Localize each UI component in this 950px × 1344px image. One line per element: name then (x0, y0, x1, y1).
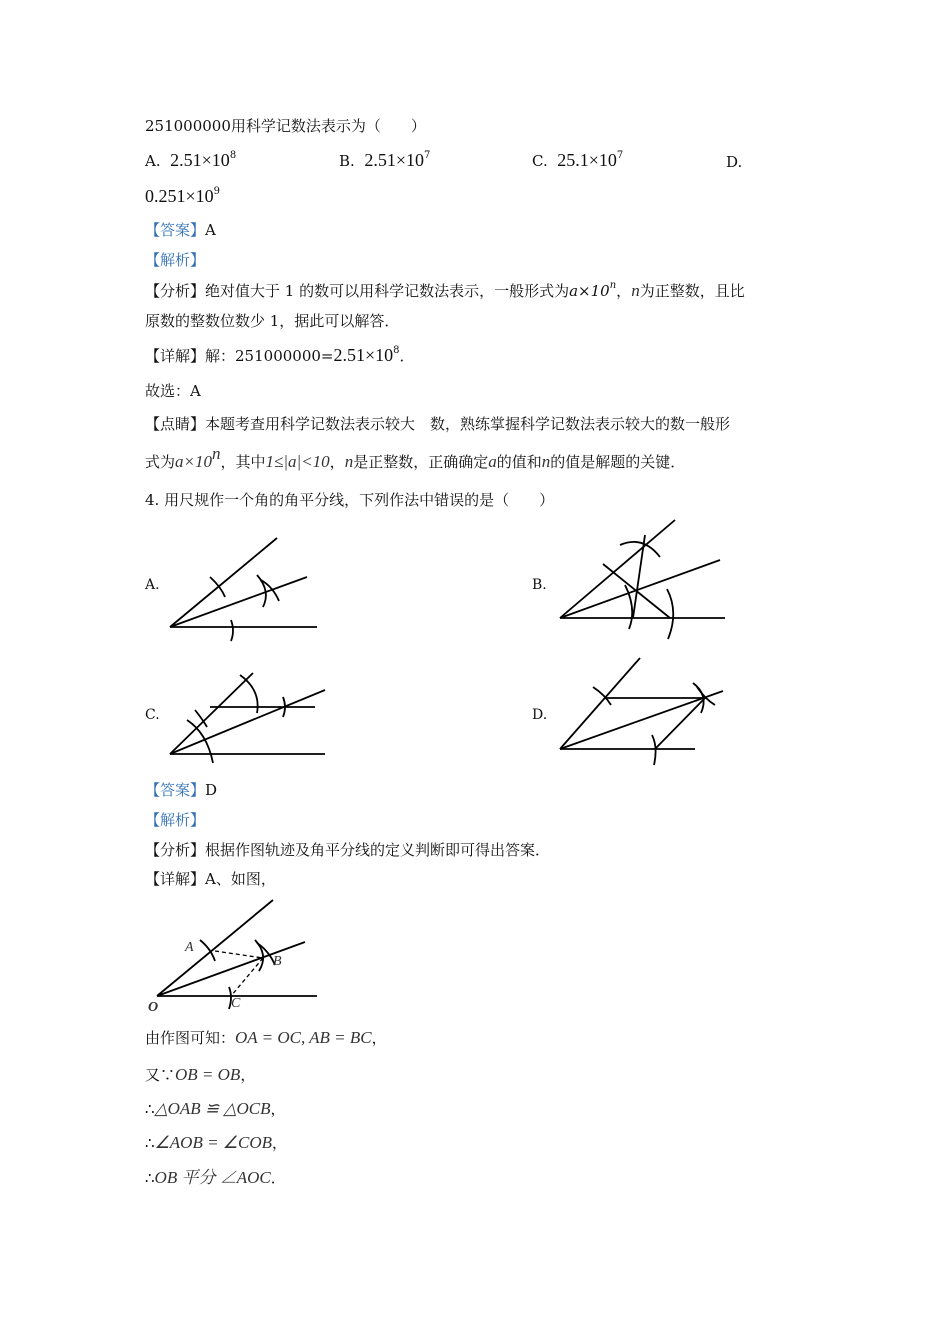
q3-analysis-tag: 【解析】 (145, 251, 206, 269)
point-label-c: C (231, 996, 241, 1011)
q3-fenxi-line1 (145, 281, 745, 301)
proof-math: ∠AOB = ∠COB (154, 1133, 273, 1152)
q3-answer (145, 220, 216, 240)
option-exp: 9 (213, 186, 221, 197)
point-label-o: O (148, 1000, 159, 1015)
option-exp: 8 (229, 150, 237, 161)
q4-option-a-letter: A. (145, 577, 160, 593)
q4-xiangjie (145, 869, 276, 889)
proof-text: 又∵ (145, 1066, 176, 1084)
proof-line-2 (145, 1065, 255, 1085)
q3-option-a (145, 150, 236, 171)
proof-math: OB 平分 ∠AOC (154, 1168, 271, 1187)
option-letter: B. (339, 152, 355, 170)
proof-math: OA = OC, AB = BC (235, 1028, 372, 1047)
point-label-b: B (273, 954, 282, 969)
q3-option-d-letter: D. (726, 153, 743, 171)
option-value: 0.251×10 (145, 186, 214, 206)
q4-stem: 4. 用尺规作一个角的角平分线，下列作法中错误的是（ ） (145, 491, 555, 509)
dianjing-formula-exp: n (212, 444, 221, 463)
q4-figure-d (555, 655, 730, 767)
dianjing-text: 的值是解题的关键． (550, 453, 686, 471)
option-exp: 7 (616, 150, 624, 161)
dianjing-text: ，其中 (220, 453, 266, 471)
q4-detail-figure (145, 895, 325, 1020)
option-value: 25.1×10 (557, 150, 617, 170)
xiangjie-text: 解：251000000= (205, 347, 334, 365)
fenxi-formula-exp: n (609, 280, 617, 291)
xiangjie-result: 2.51×10 (333, 345, 394, 365)
proof-line-5 (145, 1168, 286, 1188)
proof-text: ∴ (145, 1134, 155, 1152)
proof-end: ， (240, 1066, 256, 1084)
proof-line-4 (145, 1133, 287, 1153)
q3-dianjing-line1 (145, 414, 730, 434)
q4-analysis-tag: 【解析】 (145, 811, 206, 829)
answer-tag: 【答案】 (145, 781, 206, 799)
xiangjie-tag: 【详解】 (145, 347, 206, 365)
q4-figure-c (165, 665, 330, 765)
fenxi-n: n (631, 281, 640, 300)
q4-fenxi (145, 840, 550, 860)
q3-xiangjie (145, 345, 415, 366)
dianjing-n: n (541, 452, 551, 471)
q3-option-d (145, 186, 220, 207)
fenxi-text: 绝对值大于 1 的数可以用科学记数法表示，一般形式为 (205, 282, 570, 300)
dianjing-n: n (344, 452, 354, 471)
proof-line-3 (145, 1099, 286, 1119)
q3-fenxi-line2: 原数的整数位数少 1，据此可以解答． (145, 312, 400, 330)
proof-end: ． (270, 1169, 286, 1187)
option-letter: C. (532, 152, 548, 170)
q3-dianjing-line2 (145, 444, 686, 472)
option-letter: A. (145, 152, 161, 170)
xiangjie-end: ． (399, 347, 415, 365)
fenxi-text: 根据作图轨迹及角平分线的定义判断即可得出答案． (205, 841, 551, 859)
xiangjie-result-exp: 8 (393, 345, 400, 356)
q4-option-d-letter: D. (532, 707, 548, 723)
fenxi-comma: ， (616, 282, 632, 300)
answer-value: A (205, 221, 216, 239)
dianjing-tag: 【点睛】 (145, 415, 206, 433)
dianjing-text: 是正整数，正确确定 (353, 453, 489, 471)
dianjing-text: 式为 (145, 453, 176, 471)
fenxi-tag: 【分析】 (145, 841, 206, 859)
xiangjie-tag: 【详解】 (145, 870, 206, 888)
option-value: 2.51×10 (170, 150, 230, 170)
q3-guxuan: 故选：A (145, 382, 201, 400)
proof-text: ∴ (145, 1100, 155, 1118)
dianjing-formula: a×10 (175, 452, 212, 471)
option-value: 2.51×10 (364, 150, 424, 170)
point-label-a: A (185, 940, 194, 955)
fenxi-text-2: 为正整数，且比 (639, 282, 745, 300)
proof-text: ∴ (145, 1169, 155, 1187)
proof-end: ， (272, 1134, 288, 1152)
proof-line-1 (145, 1028, 387, 1048)
q4-answer (145, 780, 217, 800)
proof-end: ， (270, 1100, 286, 1118)
q3-option-b (339, 150, 430, 171)
dianjing-text: 的值和 (496, 453, 542, 471)
fenxi-formula: a×10 (569, 282, 610, 300)
xiangjie-text: A、如图， (205, 870, 276, 888)
q4-option-b-letter: B. (532, 577, 547, 593)
q3-option-c (532, 150, 623, 171)
proof-end: ， (371, 1029, 387, 1047)
proof-text: 由作图可知： (145, 1029, 236, 1047)
option-exp: 7 (424, 150, 431, 161)
q4-option-c-letter: C. (145, 707, 160, 723)
fenxi-tag: 【分析】 (145, 282, 206, 300)
proof-math: △OAB ≌ △OCB (154, 1099, 271, 1118)
q3-stem: 251000000用科学记数法表示为（ ） (145, 117, 426, 135)
proof-math: OB = OB (175, 1065, 241, 1084)
dianjing-text: ， (329, 453, 345, 471)
q4-figure-b (555, 517, 730, 642)
answer-value: D (205, 781, 218, 799)
dianjing-a: a (488, 452, 497, 471)
dianjing-range: 1≤|a|<10 (265, 452, 330, 471)
q4-figure-a (165, 535, 325, 645)
dianjing-text: 本题考查用科学记数法表示较大 数，熟练掌握科学记数法表示较大的数一般形 (205, 415, 731, 433)
answer-tag: 【答案】 (145, 221, 206, 239)
